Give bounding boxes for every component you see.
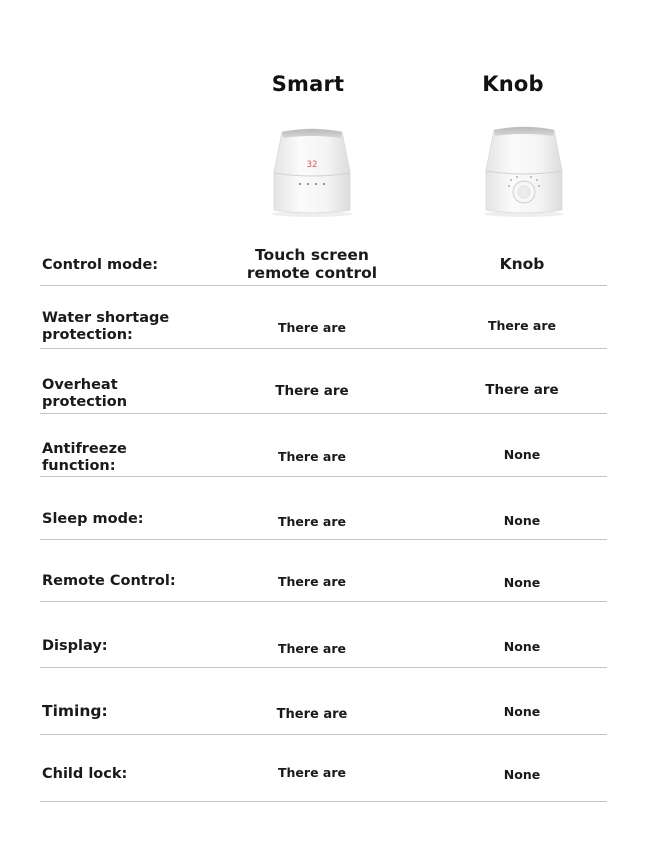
table-row-display (40, 601, 607, 668)
table-row-timing (40, 667, 607, 735)
row-label: Timing: (42, 702, 108, 720)
table-row-remote-control (40, 539, 607, 602)
row-label: Overheat protection (42, 377, 128, 410)
smart-value: There are (276, 707, 348, 722)
knob-value: None (503, 513, 541, 528)
knob-value: None (503, 767, 541, 782)
table-row-water-shortage (40, 285, 607, 349)
smart-humidifier-image (264, 124, 360, 218)
smart-display-reading: 32 (306, 160, 318, 170)
knob-value: None (503, 447, 541, 462)
row-label: Remote Control: (42, 573, 176, 589)
knob-value: None (503, 704, 541, 719)
smart-value: There are (278, 765, 346, 780)
smart-value: There are (278, 641, 346, 656)
knob-value: There are (485, 382, 559, 398)
row-label: Child lock: (42, 766, 128, 782)
smart-value: Touch screen remote control (246, 246, 378, 282)
row-label: Antifreeze function: (42, 441, 127, 474)
table-row-sleep-mode (40, 476, 607, 540)
row-label: Water shortage protection: (42, 310, 170, 343)
smart-value: There are (278, 320, 346, 335)
row-label: Display: (42, 638, 108, 654)
table-row-overheat (40, 348, 607, 414)
smart-value: There are (278, 514, 346, 529)
smart-value: There are (278, 449, 346, 464)
table-row-antifreeze (40, 413, 607, 477)
column-title-smart: Smart (271, 72, 345, 96)
knob-humidifier-image (476, 124, 572, 218)
smart-value: There are (278, 574, 346, 589)
table-row-control-mode (40, 240, 607, 286)
knob-value: There are (488, 318, 556, 333)
row-label: Sleep mode: (42, 511, 144, 527)
table-row-child-lock (40, 734, 607, 802)
knob-value: None (503, 639, 541, 654)
column-title-knob: Knob (482, 72, 544, 96)
smart-value: There are (275, 383, 349, 399)
row-label: Control mode: (42, 257, 159, 273)
knob-value: None (503, 575, 541, 590)
knob-value: Knob (499, 255, 545, 273)
